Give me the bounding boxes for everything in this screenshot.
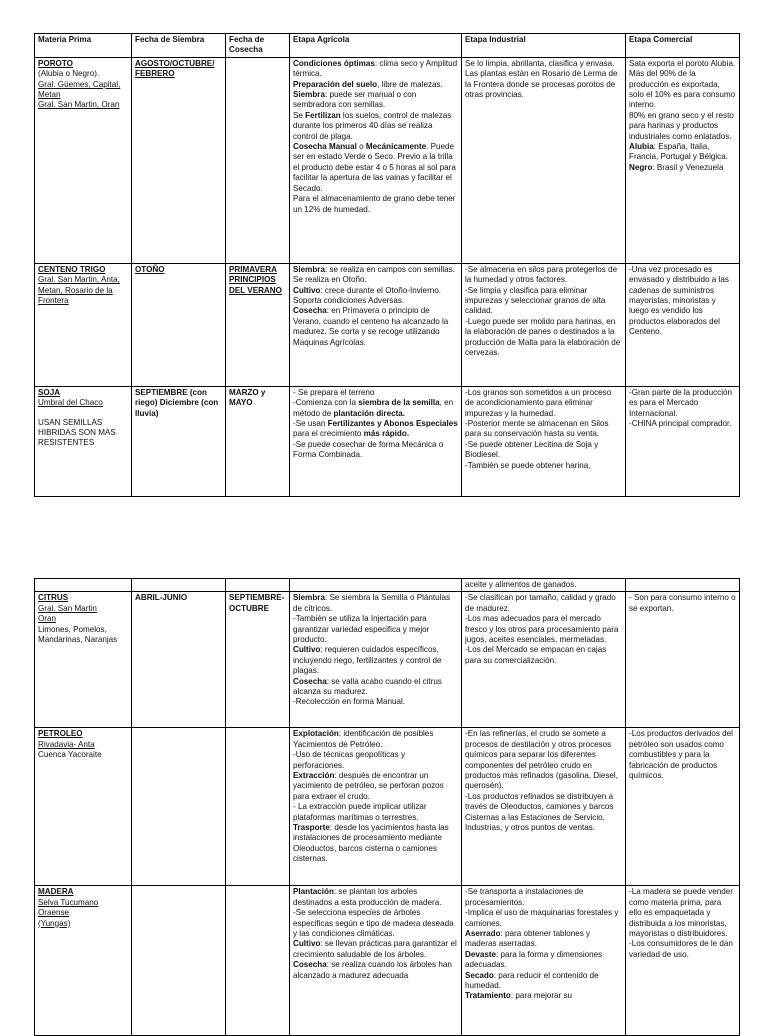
continuation-row <box>35 579 740 592</box>
cell-etapa-industrial <box>462 886 626 1036</box>
cell-fecha-cosecha <box>226 592 290 728</box>
cell-materia-prima <box>35 886 132 1036</box>
cell-etapa-industrial <box>462 57 626 263</box>
cell-etapa-industrial <box>462 728 626 886</box>
text-line: -Luego puede ser molido para harinas, en la elaboración de panes o destinados a la producción de Malta para la elaboración de cervezas. <box>465 316 621 358</box>
text-line: Alubia: España, Italia, Francia, Portugal y Bélgica. <box>629 142 728 162</box>
cell-etapa-comercial <box>626 728 740 886</box>
table-row <box>35 886 740 1036</box>
crop-region: Gral. Güemes, Capital, Metan <box>38 79 121 100</box>
crop-region: Rivadavia- Anta <box>38 739 95 749</box>
text-line: -Los productos refinados se distribuyen a través de Oleoductos, camiones y barcos Cisternas a las Estaciones de Servicio, Industrias, y otros puntos de ventas. <box>465 791 614 833</box>
cell-fecha-cosecha <box>226 728 290 886</box>
crop-name: SOJA <box>38 387 61 397</box>
crop-region: Oran <box>38 614 56 624</box>
cell-fecha-cosecha <box>226 886 290 1036</box>
cell-etapa-agricola <box>290 57 462 263</box>
sowing-date: SEPTIEMBRE (con riego) Diciembre (con lluvia) <box>135 387 219 418</box>
text-line: Las plantas están en Rosario de Lerma de la Frontera donde se procesas porotos de otras provincias. <box>465 69 618 100</box>
text-line: -Se limpia y clasifica para eliminar impurezas y seleccionar granos de alta calidad. <box>465 285 606 316</box>
crop-name: MADERA <box>38 887 74 897</box>
crop-region: Selva Tucumano Oraense <box>38 897 99 918</box>
text-line: Se lo limpia, abrillanta, clasifica y envasa. <box>465 58 615 68</box>
table-row <box>35 263 740 386</box>
crop-note: USAN SEMILLAS HIBRIDAS SON MAS RESISTENTES <box>38 417 116 448</box>
cell-materia-prima <box>35 57 132 263</box>
cell-materia-prima <box>35 263 132 386</box>
cell-fecha-siembra <box>132 263 226 386</box>
crop-region: Umbral del Chaco <box>38 398 103 408</box>
header-fecha-siembra: Fecha de Siembra <box>132 34 226 58</box>
text-line: -Se transporta a instalaciones de procesamientos. <box>465 887 584 907</box>
text-line: -Se selecciona especies de árboles especificas según e tipo de madera deseada y las condiciones climáticas. <box>293 908 454 939</box>
cell-fecha-cosecha <box>226 57 290 263</box>
text-line: Aserrado: para obtener tablones y maderas aserradas. <box>465 929 591 949</box>
sowing-date: OTOÑO <box>135 264 165 274</box>
text-line: Cosecha Manual o Mecánicamente. Puede ser en estado Verde o Seco. Previo a la trilla el producto debe estar 4 o 5 horas al sol para facilitar la apertura de las vainas y facilitar el Secado. <box>293 142 456 193</box>
text-line: Se Fertilizan los suelos, control de malezas durante los primeros 40 días se realiza control de plaga. <box>293 110 452 141</box>
text-line: - Son para consumo interno o se exportan. <box>629 593 736 613</box>
harvest-date: PRIMAVERA PRINCIPIOS DEL VERANO <box>229 264 282 295</box>
text-line: -La madera se puede vender como materia prima, para ello es empaquetada y distribuida a los minoristas, mayoristas o distribuidores. <box>629 887 733 939</box>
cell-fecha-siembra <box>132 386 226 496</box>
text-line: Cultivo: crece durante el Otoño-Invierno. Soporta condiciones Adversas. <box>293 285 442 306</box>
text-line: Explotación: identificación de posibles Yacimientos de Petróleo. <box>293 729 434 749</box>
crop-name: CITRUS <box>38 593 69 603</box>
crop-basin: Cuenca Yacoraite <box>38 750 102 760</box>
cell-etapa-agricola <box>290 263 462 386</box>
text-line: Extracción: después de encontrar un yacimiento de petróleo, se perforan pozos para extraer el crudo. <box>293 771 444 801</box>
cell-etapa-comercial <box>626 386 740 496</box>
text-line: Trasporte: desde los yacimientos hasta las instalaciones de procesamiento mediante Oleoductos, barcos cisterna o camiones cisternas. <box>293 823 449 864</box>
text-line: -Los del Mercado se empacan en cajas para su comercialización. <box>465 645 607 665</box>
cell-etapa-comercial <box>626 263 740 386</box>
cell-fecha-siembra <box>132 592 226 728</box>
text-line: Secado: para reducir el contenido de humedad. <box>465 970 599 991</box>
text-line: -Se usan Fertilizantes y Abonos Especiales para el crecimiento más rápido. <box>293 419 458 439</box>
header-etapa-industrial: Etapa Industrial <box>462 34 626 58</box>
harvest-date: MARZO y MAYO <box>229 387 266 408</box>
text-line: -Los consumidores de le dan variedad de uso. <box>629 939 733 959</box>
text-line: Tratamiento: para mejorar su <box>465 991 573 1001</box>
continuation-text: aceite y alimentos de ganados. <box>462 579 626 592</box>
text-line: -Se puede cosechar de forma Mecánica o Forma Combinada. <box>293 439 444 460</box>
harvest-date: SEPTIEMBRE-OCTUBRE <box>229 593 285 613</box>
crop-region: Gral. San Martin, Oran <box>38 100 120 110</box>
text-line: -Una vez procesado es envasado y distribuido a las cadenas de suministros mayoristas, minoristas y luego es vendido los productos elaborados del Centeno. <box>629 264 729 337</box>
header-etapa-agricola: Etapa Agrícola <box>290 34 462 58</box>
header-row <box>35 34 740 58</box>
crop-region: Gral. San Martin <box>38 603 97 613</box>
text-line: -Los productos derivados del petróleo son usados como combustibles y para la fabricación de productos químicos. <box>629 729 733 781</box>
text-line: -Los mas adecuados para el mercado fresco y los otros para procesamiento para jugos, aceites esenciales, mermeladas. <box>465 614 619 645</box>
crops-table-page-2 <box>34 578 740 1036</box>
crop-name: POROTO <box>38 58 73 68</box>
crop-region: Gral. San Martin, Anta, Metan, Rosario de la Frontera <box>38 275 120 306</box>
text-line: -Gran parte de la producción es para el Mercado Internacional. <box>629 387 733 418</box>
text-line: Preparación del suelo, libre de malezas. <box>293 79 443 89</box>
crop-varieties: Limones, Pomelos, Mandarinas, Naranjas <box>38 624 118 645</box>
text-line: Siembra: Se siembra la Semilla o Plántulas de cítricos. <box>293 593 451 613</box>
header-fecha-cosecha: Fecha de Cosecha <box>226 34 290 58</box>
cell-etapa-industrial <box>462 592 626 728</box>
cell-materia-prima <box>35 386 132 496</box>
cell-fecha-cosecha <box>226 263 290 386</box>
text-line: Sata exporta el poroto Alubia. Más del 90% de la producción es exportada, solo el 10% es para consumo interno. <box>629 58 736 110</box>
text-line: -También se utiliza la Injertación para garantizar variedad especifica y mejor producto. <box>293 614 430 645</box>
text-line: - La extracción puede implicar utilizar plataformas marítimas o terrestres. <box>293 802 427 822</box>
cell-materia-prima <box>35 728 132 886</box>
cell-etapa-agricola <box>290 386 462 496</box>
text-line: -Posterior mente se almacenan en Silos para su conservación hasta su venta. <box>465 419 609 439</box>
cell-etapa-industrial <box>462 386 626 496</box>
text-line: Cosecha: en Primavera o principio de Verano, cuando el centeno ha alcanzado la madurez. Se corta y se recoge utilizando Maquinas Agrícolas. <box>293 306 449 347</box>
text-line: -Se almacena en silos para protegerlos de la humedad y otros factores. <box>465 264 618 285</box>
cell-fecha-cosecha <box>226 386 290 496</box>
table-row <box>35 728 740 886</box>
text-line: Para el almacenamiento de grano debe tener un 12% de humedad. <box>293 194 456 214</box>
cell-fecha-siembra <box>132 728 226 886</box>
text-line: Cultivo: requieren cuidados específicos, incluyendo riego, fertilizantes y control de plagas. <box>293 645 442 676</box>
header-etapa-comercial: Etapa Comercial <box>626 34 740 58</box>
text-line: -En las refinerías, el crudo se somete a procesos de destilación y otros procesos químicos para separar los diferentes componentes del petróleo crudo en productos más refinados (gasolina, Diesel, querosén). <box>465 729 618 791</box>
cell-fecha-siembra <box>132 886 226 1036</box>
text-line: -Recolección en forma Manual. <box>293 697 406 707</box>
text-line: Siembra: puede ser manual o con sembradora con semillas. <box>293 90 417 110</box>
crop-region: (Yungas) <box>38 918 71 928</box>
table-row <box>35 592 740 728</box>
text-line: Condiciones óptimas: clima seco y Amplitud térmica. <box>293 58 458 79</box>
text-line: -Los granos son sometidos a un proceso de acondicionamiento para eliminar impurezas y la humedad. <box>465 387 612 418</box>
crop-name: PETROLEO <box>38 729 83 739</box>
cell-etapa-agricola <box>290 592 462 728</box>
cell-fecha-siembra <box>132 57 226 263</box>
text-line: -Se clasifican por tamaño, calidad y grado de madurez. <box>465 593 616 613</box>
header-materia-prima: Materia Prima <box>35 34 132 58</box>
text-line: Cosecha: se valla acabo cuando el citrus alcanza su madurez. <box>293 676 442 697</box>
text-line: Siembra: se realiza en campos con semillas. Se realiza en Otoño. <box>293 264 455 285</box>
crop-name: CENTENO TRIGO <box>38 264 106 274</box>
table-row <box>35 57 740 263</box>
text-line: Cultivo: se llevan prácticas para garantizar el crecimiento saludable de los árboles. <box>293 939 457 959</box>
text-line: Cosecha: se realiza cuando los árboles han alcanzado a madurez adecuada <box>293 960 452 980</box>
text-line: Negro: Brasil y Venezuela <box>629 162 724 172</box>
sowing-date: ABRIL-JUNIO <box>135 593 188 603</box>
cell-etapa-comercial <box>626 57 740 263</box>
crop-variety: (Alubia o Negro). <box>38 69 100 79</box>
text-line: -También se puede obtener harina, <box>465 460 591 470</box>
text-line: Devaste: para la forma y dimensiones adecuadas. <box>465 949 603 970</box>
cell-etapa-comercial <box>626 592 740 728</box>
cell-etapa-agricola <box>290 886 462 1036</box>
text-line: -Implica el uso de maquinarias forestales y camiones. <box>465 908 619 928</box>
text-line: -Se puede obtener Lecitina de Soja y Biodiesel. <box>465 439 599 460</box>
text-line: Plantación: se plantan los arboles destinados a esta producción de madera. <box>293 887 442 907</box>
cell-etapa-agricola <box>290 728 462 886</box>
cell-materia-prima <box>35 592 132 728</box>
cell-etapa-comercial <box>626 886 740 1036</box>
cell-etapa-industrial <box>462 263 626 386</box>
sowing-date: AGOSTO/OCTUBRE/ FEBRERO <box>135 58 215 79</box>
text-line: -Uso de técnicas geopolíticas y perforaciones. <box>293 750 406 770</box>
text-line: -Comienza con la siembra de la semilla, en método de plantación directa. <box>293 398 454 418</box>
text-line: - Se prepara el terreno <box>293 387 375 397</box>
text-line: -CHINA principal comprador. <box>629 419 732 429</box>
table-row <box>35 386 740 496</box>
text-line: 80% en grano seco y el resto para harinas y productos industriales como enlatados. <box>629 110 734 141</box>
crops-table-page-1 <box>34 33 740 497</box>
